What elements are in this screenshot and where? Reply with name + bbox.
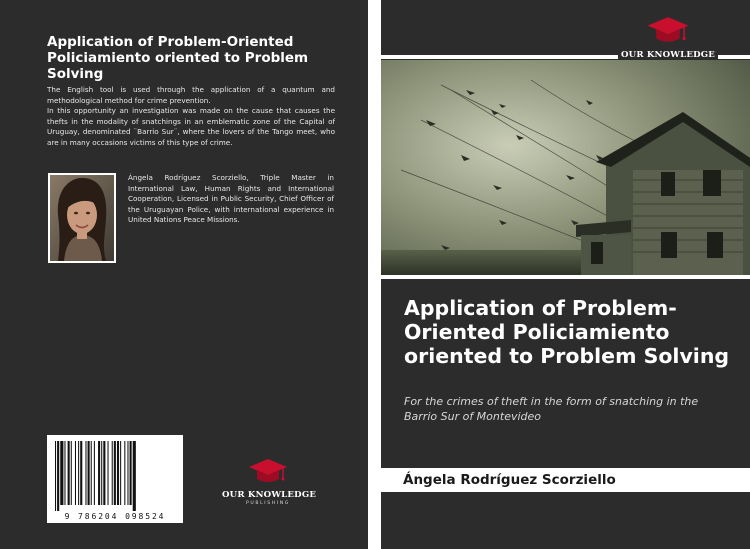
blurb-paragraph: In this opportunity an investigation was made on the cause that causes the thefts in the modality of snatchings in an emblematic zone of the Capital of Uruguay, denominated ¨Barrio Sur¨, where the lovers of the Tango meet, who are in many occasions victims of this type of crime. [47,106,335,147]
barcode-bar [60,441,63,505]
barcode-bar [117,441,119,505]
cover-illustration [381,60,750,275]
front-publisher-logo [618,16,718,66]
barcode-bar [98,441,100,505]
barcode-bar [94,441,95,505]
front-cover-title: Application of Problem-Oriented Policiamiento oriented to Problem Solving [404,296,730,368]
barcode-bar [85,441,86,505]
front-cover-subtitle: For the crimes of theft in the form of snatching in the Barrio Sur of Montevideo [404,395,699,423]
barcode-bar [103,441,105,505]
barcode-bar [114,441,116,505]
publisher-name: OUR KNOWLEDGE [620,50,716,60]
barcode-bar [133,441,136,511]
barcode-bar [127,441,128,505]
author-band [381,468,750,492]
author-portrait-image [50,175,114,261]
barcode-bars [47,435,183,513]
barcode-bar [88,441,90,505]
barcode-bar [57,441,59,511]
barcode-bar [112,441,113,505]
barcode-bar [55,441,56,511]
blurb-paragraph: The English tool is used through the application of a quantum and methodological method for crime prevention. [47,85,335,105]
isbn-barcode [47,435,183,523]
top-rule-left [381,55,618,59]
barcode-bar [75,441,76,505]
barcode-bar [68,441,70,505]
barcode-bar [71,441,72,505]
barcode-bar [64,441,65,505]
publisher-name: OUR KNOWLEDGE [222,490,317,500]
book-spine [368,0,381,549]
author-photo [48,173,116,263]
cover-photo-house-birds [381,60,750,275]
barcode-bar [130,441,132,505]
publisher-subtitle: PUBLISHING [246,501,290,506]
barcode-bar [91,441,92,505]
barcode-bar [124,441,125,505]
top-rule-right [718,55,750,59]
barcode-bar [108,441,109,505]
barcode-bar [101,441,102,505]
back-publisher-logo [222,458,317,506]
graduation-cap-icon [645,16,691,46]
photo-bottom-rule [381,275,750,279]
back-cover-blurb [47,85,335,149]
barcode-bar [120,441,121,505]
author-bio: Ángela Rodríguez Scorziello, Triple Master in International Law, Human Rights and International Cooperation, Licensed in Public Security, Chief Officer of the Uruguayan Police, with international experience in United Nations Peace Missions. [128,173,334,225]
front-author-name: Ángela Rodríguez Scorziello [403,472,616,488]
barcode-bar [78,441,79,505]
isbn-number: 9 786204 098524 [64,512,166,521]
graduation-cap-icon [248,458,288,486]
barcode-bar [80,441,82,505]
back-cover-title: Application of Problem-Oriented Policiamiento oriented to Problem Solving [47,34,309,82]
